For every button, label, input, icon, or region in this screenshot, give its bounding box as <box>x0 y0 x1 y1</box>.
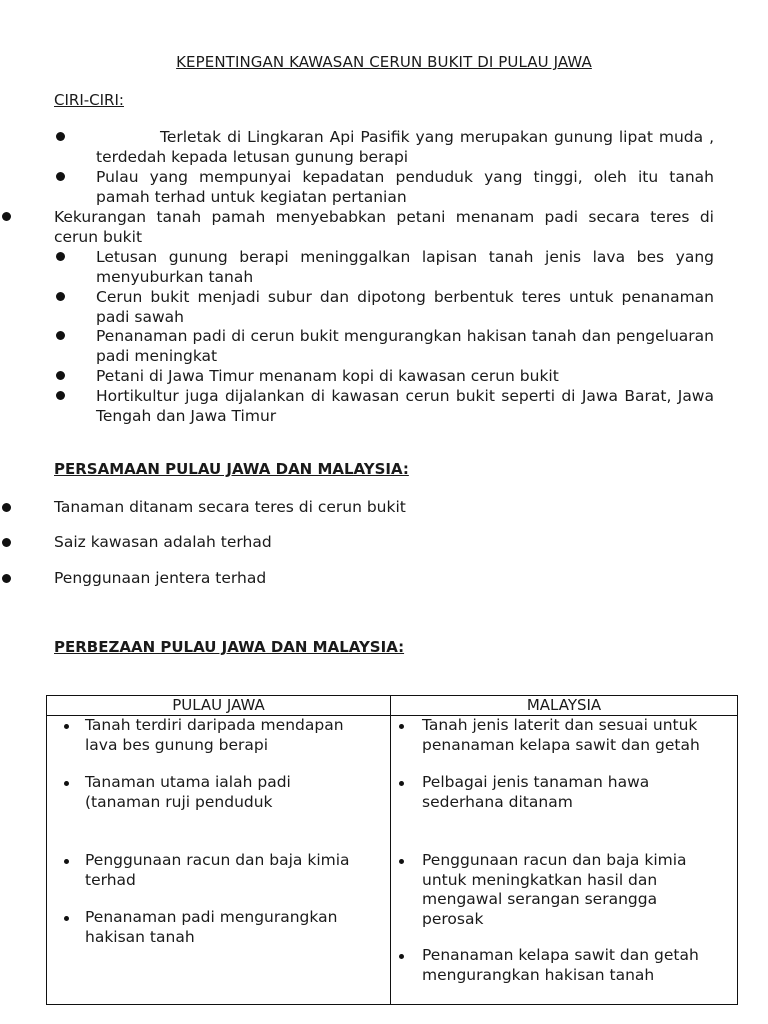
persamaan-item: Penggunaan jentera terhad <box>54 569 267 587</box>
document-title: KEPENTINGAN KAWASAN CERUN BUKIT DI PULAU JAWA <box>176 53 592 71</box>
bullet-dot-icon <box>2 212 11 221</box>
perbezaan-heading: PERBEZAAN PULAU JAWA DAN MALAYSIA: <box>54 638 405 656</box>
bullet-icon <box>399 954 404 959</box>
bullet-dot-icon <box>2 574 11 583</box>
malaysia-item: Tanah jenis laterit dan sesuai untuk penanaman kelapa sawit dan getah <box>422 716 700 754</box>
bullet-icon <box>64 781 69 786</box>
column-header-pulau-jawa: PULAU JAWA <box>47 696 391 716</box>
bullet-icon <box>399 781 404 786</box>
ciri-item: Hortikultur juga dijalankan di kawasan cerun bukit seperti di Jawa Barat, Jawa Tengah dan Jawa Timur <box>96 387 714 425</box>
comparison-table <box>46 695 738 1005</box>
jawa-item: Tanah terdiri daripada mendapan lava bes gunung berapi <box>85 716 344 754</box>
bullet-icon <box>64 724 69 729</box>
jawa-item: Tanaman utama ialah padi (tanaman ruji penduduk <box>85 773 291 811</box>
jawa-item: Penanaman padi mengurangkan hakisan tanah <box>85 908 338 946</box>
column-header-malaysia: MALAYSIA <box>391 696 738 716</box>
ciri-heading: CIRI-CIRI: <box>54 91 124 109</box>
bullet-dot-icon <box>56 331 65 340</box>
malaysia-item: Pelbagai jenis tanaman hawa sederhana ditanam <box>422 773 650 811</box>
pulau-jawa-cell <box>47 716 391 1005</box>
bullet-icon <box>64 859 69 864</box>
ciri-item: Pulau yang mempunyai kepadatan penduduk yang tinggi, oleh itu tanah pamah terhad untuk kegiatan pertanian <box>96 168 714 206</box>
bullet-icon <box>399 724 404 729</box>
bullet-dot-icon <box>2 538 11 547</box>
bullet-dot-icon <box>56 371 65 380</box>
malaysia-item: Penggunaan racun dan baja kimia untuk meningkatkan hasil dan mengawal serangan serangga perosak <box>422 851 687 928</box>
bullet-dot-icon <box>56 252 65 261</box>
ciri-item: Petani di Jawa Timur menanam kopi di kawasan cerun bukit <box>96 367 559 385</box>
malaysia-item: Penanaman kelapa sawit dan getah mengurangkan hakisan tanah <box>422 946 699 984</box>
ciri-item: Penanaman padi di cerun bukit mengurangkan hakisan tanah dan pengeluaran padi meningkat <box>96 327 714 365</box>
persamaan-item: Saiz kawasan adalah terhad <box>54 533 272 551</box>
bullet-dot-icon <box>56 132 65 141</box>
bullet-icon <box>399 859 404 864</box>
malaysia-cell <box>391 716 738 1005</box>
ciri-item: Terletak di Lingkaran Api Pasifik yang merupakan gunung lipat muda , terdedah kepada letusan gunung berapi <box>96 128 714 166</box>
ciri-item: Cerun bukit menjadi subur dan dipotong berbentuk teres untuk penanaman padi sawah <box>96 288 714 326</box>
ciri-item: Kekurangan tanah pamah menyebabkan petani menanam padi secara teres di cerun bukit <box>54 208 714 246</box>
persamaan-heading: PERSAMAAN PULAU JAWA DAN MALAYSIA: <box>54 460 409 478</box>
ciri-item: Letusan gunung berapi meninggalkan lapisan tanah jenis lava bes yang menyuburkan tanah <box>96 248 714 286</box>
bullet-dot-icon <box>56 172 65 181</box>
persamaan-item: Tanaman ditanam secara teres di cerun bukit <box>54 498 406 516</box>
bullet-dot-icon <box>2 503 11 512</box>
bullet-dot-icon <box>56 391 65 400</box>
jawa-item: Penggunaan racun dan baja kimia terhad <box>85 851 350 889</box>
bullet-icon <box>64 916 69 921</box>
bullet-dot-icon <box>56 292 65 301</box>
